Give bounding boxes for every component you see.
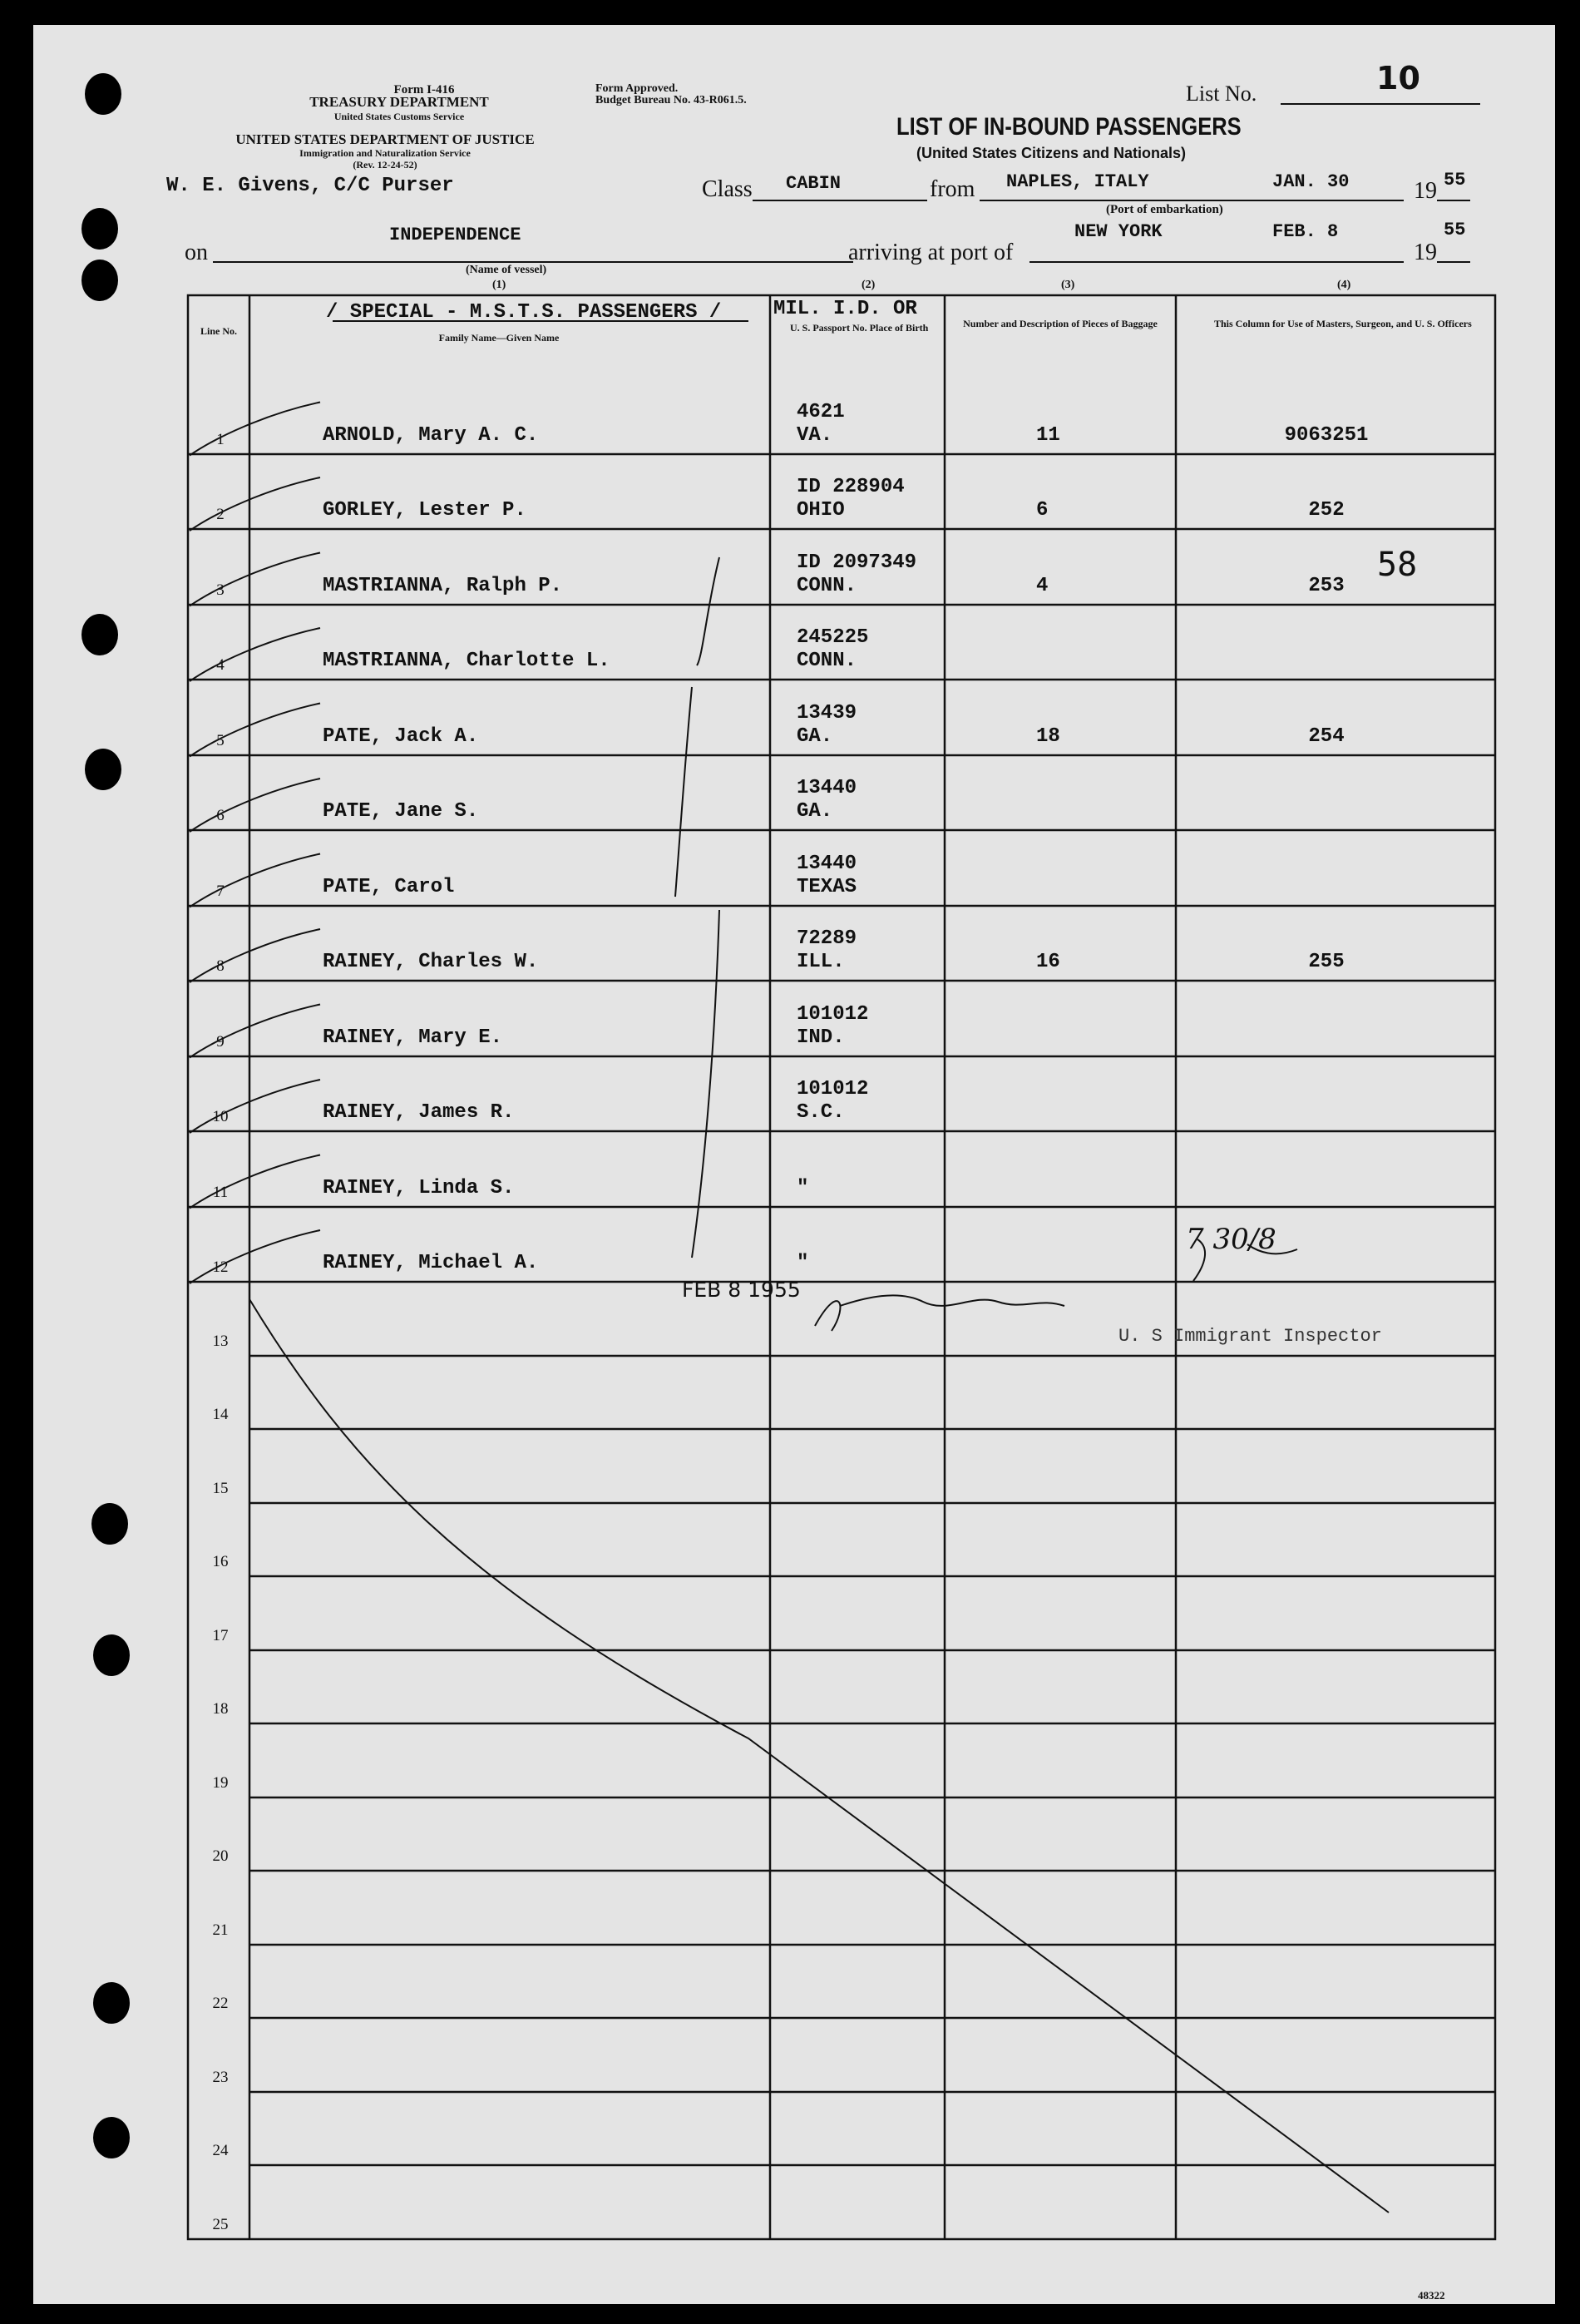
departure-year-prefix: 19 <box>1414 178 1437 204</box>
line-number: 10 <box>212 1108 229 1125</box>
inspection-date-stamp: FEB 8 1955 <box>682 1278 801 1302</box>
column-header-name: Family Name—Given Name <box>438 332 560 344</box>
line-number: 22 <box>212 1995 229 2013</box>
line-number: 21 <box>212 1921 229 1939</box>
passenger-name: PATE, Jack A. <box>323 724 479 748</box>
family-bracket-mastrianna <box>697 557 719 665</box>
budget-bureau: Budget Bureau No. 43-R061.5. <box>595 94 747 106</box>
col3-number: (3) <box>1061 279 1075 291</box>
officer-note: 252 <box>1308 499 1345 522</box>
justice-dept: UNITED STATES DEPARTMENT OF JUSTICE <box>235 131 535 147</box>
from-label: from <box>930 176 975 202</box>
col1-number: (1) <box>492 279 506 291</box>
on-label: on <box>185 240 208 265</box>
line-number: 15 <box>212 1479 229 1497</box>
col2-number: (2) <box>862 279 876 291</box>
passenger-name: PATE, Jane S. <box>323 800 479 823</box>
immigration-service: Immigration and Naturalization Service <box>299 147 471 159</box>
passenger-name: RAINEY, Linda S. <box>323 1176 515 1199</box>
passenger-name: ARNOLD, Mary A. C. <box>323 423 539 447</box>
form-subtitle: (United States Citizens and Nationals) <box>916 145 1187 161</box>
list-number: 10 <box>1376 60 1420 96</box>
inspector-role: U. S Immigrant Inspector <box>1118 1326 1382 1347</box>
line-number: 19 <box>212 1773 229 1792</box>
passenger-name: RAINEY, Mary E. <box>323 1026 503 1049</box>
place-of-birth: VA. <box>797 423 833 447</box>
family-bracket-rainey <box>692 910 719 1258</box>
treasury-dept: TREASURY DEPARTMENT <box>309 94 489 110</box>
arriving-label: arriving at port of <box>848 240 1014 265</box>
line-number: 3 <box>216 581 225 599</box>
column-header-officers: This Column for Use of Masters, Surgeon, and U. S. Officers <box>1214 318 1472 329</box>
line-number: 17 <box>212 1626 229 1644</box>
passport-id: ID 228904 <box>797 476 905 498</box>
passenger-name: GORLEY, Lester P. <box>323 499 526 522</box>
officer-note: 9063251 <box>1284 423 1369 447</box>
revision-date: (Rev. 12-24-52) <box>353 159 417 171</box>
passport-id: 72289 <box>797 927 857 950</box>
officer-note: 254 <box>1308 724 1345 748</box>
line-number: 25 <box>212 2216 229 2233</box>
baggage-count: 11 <box>1036 423 1060 447</box>
place-of-birth: CONN. <box>797 574 857 597</box>
line-number: 18 <box>212 1700 229 1718</box>
line-number: 1 <box>216 430 225 448</box>
place-of-birth: CONN. <box>797 650 857 672</box>
place-of-birth: GA. <box>797 800 833 823</box>
line-number: 8 <box>216 957 225 975</box>
line-number: 16 <box>212 1553 229 1571</box>
place-of-birth: IND. <box>797 1026 845 1049</box>
place-of-birth: OHIO <box>797 499 845 522</box>
embarkation-caption: (Port of embarkation) <box>1106 203 1223 216</box>
arrival-year-prefix: 19 <box>1414 240 1437 265</box>
line-number: 7 <box>216 882 225 900</box>
line-number: 20 <box>212 1847 229 1866</box>
passenger-name: RAINEY, James R. <box>323 1101 515 1124</box>
line-number: 5 <box>216 731 225 749</box>
class-value: CABIN <box>786 173 842 194</box>
passport-id: ID 2097349 <box>797 551 917 574</box>
passport-id: 245225 <box>797 626 869 649</box>
departure-date: JAN. 30 <box>1272 171 1350 192</box>
line-number: 13 <box>212 1332 229 1350</box>
arrival-year: 55 <box>1444 220 1466 240</box>
vessel-caption: (Name of vessel) <box>466 264 547 276</box>
baggage-count: 4 <box>1036 574 1049 597</box>
passenger-name: PATE, Carol <box>323 875 455 898</box>
vessel-name: INDEPENDENCE <box>389 225 521 245</box>
footer-code: 48322 <box>1418 2289 1445 2302</box>
line-number: 14 <box>212 1406 229 1424</box>
handwritten-note-58: 58 <box>1377 546 1418 584</box>
port-of-embarkation: NAPLES, ITALY <box>1006 171 1149 192</box>
column-header-line: Line No. <box>200 325 237 337</box>
line-number: 6 <box>216 807 225 824</box>
passport-id: 4621 <box>797 400 845 423</box>
cancel-diagonal <box>249 1299 1389 2213</box>
passport-id: 13440 <box>797 777 857 799</box>
line-number: 2 <box>216 506 225 523</box>
baggage-count: 6 <box>1036 499 1049 522</box>
list-number-label: List No. <box>1186 82 1257 106</box>
place-of-birth: " <box>797 1176 809 1199</box>
column-header-passport: U. S. Passport No. Place of Birth <box>790 322 929 334</box>
passport-id: 13440 <box>797 852 857 875</box>
line-number: 4 <box>216 656 225 674</box>
place-of-birth: TEXAS <box>797 875 857 898</box>
line-number: 24 <box>212 2142 229 2160</box>
passport-id: 101012 <box>797 1002 869 1026</box>
form-title: LIST OF IN-BOUND PASSENGERS <box>896 113 1242 141</box>
purser-name: W. E. Givens, C/C Purser <box>166 175 454 197</box>
officer-note: 253 <box>1308 574 1345 597</box>
column-header-baggage: Number and Description of Pieces of Baggage <box>963 318 1158 329</box>
line-number: 9 <box>216 1032 225 1051</box>
col4-number: (4) <box>1337 279 1351 291</box>
class-label: Class <box>702 176 753 202</box>
baggage-count: 18 <box>1036 724 1060 748</box>
passenger-name: RAINEY, Michael A. <box>323 1252 539 1274</box>
place-of-birth: GA. <box>797 724 833 748</box>
passenger-name: MASTRIANNA, Ralph P. <box>323 574 563 597</box>
baggage-count: 16 <box>1036 951 1060 973</box>
passport-id: 13439 <box>797 701 857 724</box>
place-of-birth: " <box>797 1252 809 1274</box>
passenger-name: MASTRIANNA, Charlotte L. <box>323 650 610 672</box>
passenger-name: RAINEY, Charles W. <box>323 951 539 973</box>
passport-id: 101012 <box>797 1078 869 1100</box>
family-bracket-pate <box>675 687 692 897</box>
line-number: 12 <box>212 1258 229 1276</box>
line-number: 23 <box>212 2068 229 2086</box>
place-of-birth: ILL. <box>797 951 845 973</box>
officer-note: 255 <box>1308 951 1345 973</box>
form-approved: Form Approved. <box>595 82 679 95</box>
arrival-date: FEB. 8 <box>1272 221 1339 242</box>
section-label: / SPECIAL - M.S.T.S. PASSENGERS / <box>326 301 722 324</box>
handwritten-time-note: 7 30/8 <box>1186 1223 1276 1256</box>
form-number: Form I-416 <box>393 83 455 96</box>
place-of-birth: S.C. <box>797 1101 845 1124</box>
departure-year: 55 <box>1444 170 1466 190</box>
mil-id-label: MIL. I.D. OR <box>773 298 917 320</box>
customs-service: United States Customs Service <box>333 111 465 122</box>
port-of-arrival: NEW YORK <box>1074 221 1163 242</box>
line-number: 11 <box>212 1183 229 1201</box>
